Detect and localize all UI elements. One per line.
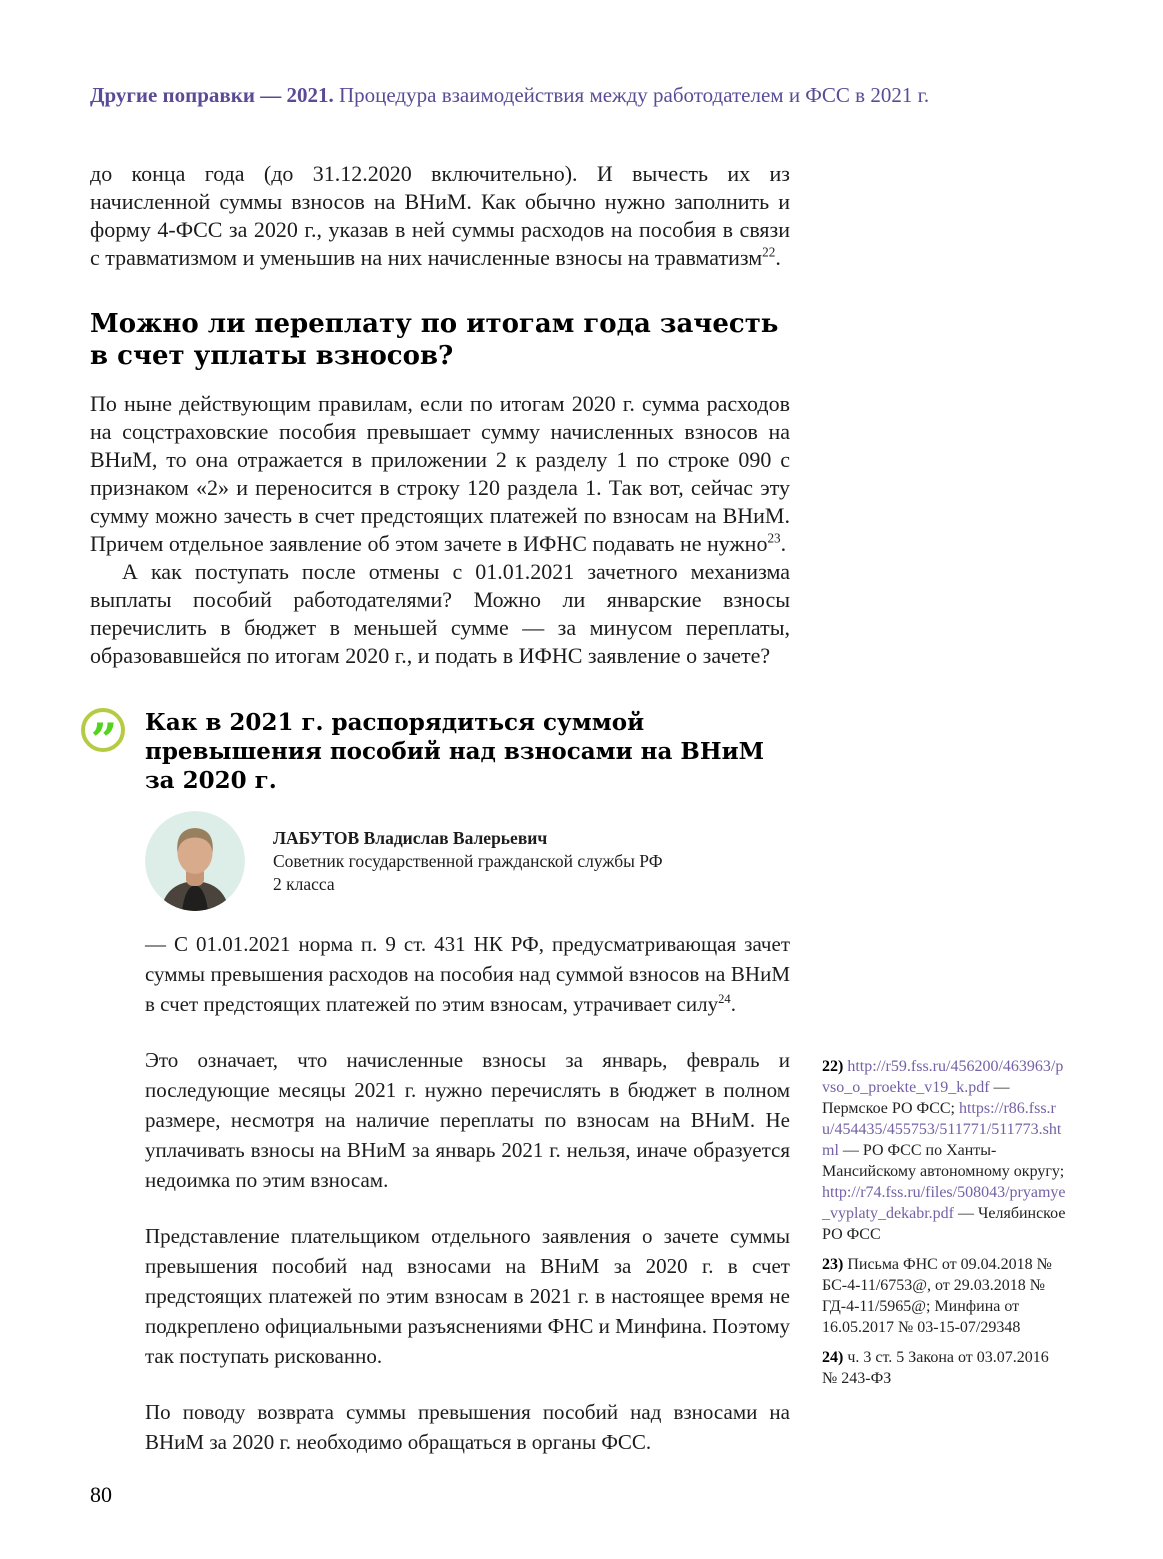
avatar (145, 811, 245, 911)
footnote-link[interactable]: https://r86.fss.ru/454435/455753/511771/511773.shtml (822, 1100, 1062, 1159)
paragraph-text: . (775, 245, 781, 270)
footnote-link[interactable]: http://r74.fss.ru/files/508043/pryamye_vyplaty_dekabr.pdf (822, 1184, 1066, 1222)
expert-quote-block (90, 708, 790, 1457)
footnote-text: — Челябинское РО ФСС (822, 1205, 1066, 1243)
quote-heading: Как в 2021 г. распорядиться суммой превышения пособий над взносами на ВНиМ за 2020 г. (145, 709, 765, 794)
paragraph (90, 390, 790, 558)
page-number: 80 (90, 1482, 112, 1507)
quote-author (145, 811, 790, 911)
paragraph-text: . (780, 531, 787, 556)
quote-paragraph: По поводу возврата суммы превышения пособий над взносами на ВНиМ за 2020 г. необходимо обращаться в органы ФСС. (145, 1400, 790, 1454)
running-header (90, 82, 1070, 108)
footnote-24 (822, 1347, 1066, 1389)
footnote-text: Письма ФНС от 09.04.2018 № БС-4-11/6753@, от 29.03.2018 № ГД-4-11/5965@; Минфина от 16.05.2017 № 03-15-07/29348 (822, 1256, 1052, 1336)
author-title-class: 2 класса (273, 874, 335, 894)
author-name: ЛАБУТОВ Владислав Валерьевич (273, 828, 548, 848)
quote-paragraph (145, 929, 790, 1019)
footnote-text: — РО ФСС по Ханты-Мансийскому автономному округу; (822, 1142, 1065, 1180)
paragraph: А как поступать после отмены с 01.01.2021 зачетного механизма выплаты пособий работодателями? Можно ли январские взносы перечислить в бюджет в меньшей сумме — за минусом переплаты, образовавшейся по итогам 2020 г., и подать в ИФНС заявление о зачете? (90, 559, 790, 668)
main-column (90, 160, 790, 1457)
footnote-text: — Пермское РО ФСС; (822, 1079, 1010, 1117)
footnote-22 (822, 1056, 1066, 1245)
author-meta (273, 827, 663, 896)
footnotes-sidebar (822, 1056, 1066, 1398)
quote-paragraph: Представление плательщиком отдельного заявления о зачете суммы превышения пособий над взносами на ВНиМ за 2020 г. в счет предстоящих платежей по этим взносам в 2021 г. в настоящее время не подкреплено официальными разъяснениями ФНС и Минфина. Поэтому так поступать рискованно. (145, 1224, 790, 1368)
author-title: Советник государственной гражданской службы РФ (273, 851, 663, 871)
footnote-ref-22: 22 (762, 244, 776, 260)
avatar-photo-illustration (145, 811, 245, 911)
quote-icon: ” (81, 708, 125, 752)
running-header-section: Другие поправки — 2021. (90, 83, 334, 107)
quote-text (145, 929, 790, 1457)
paragraph (90, 160, 790, 272)
running-header-title: Процедура взаимодействия между работодателем и ФСС в 2021 г. (333, 83, 930, 107)
footnote-link[interactable]: http://r59.fss.ru/456200/463963/pvso_o_proekte_v19_k.pdf (822, 1058, 1064, 1096)
quote-paragraph: Это означает, что начисленные взносы за январь, февраль и последующие месяцы 2021 г. нужно перечислять в бюджет в полном размере, несмотря на наличие переплаты по взносам на ВНиМ. Не уплачивать взносы на ВНиМ за январь 2021 г. нельзя, иначе образуется недоимка по этим взносам. (145, 1048, 790, 1192)
footnote-label: 23) (822, 1256, 844, 1273)
footnote-23 (822, 1254, 1066, 1338)
quote-paragraph-text: — С 01.01.2021 норма п. 9 ст. 431 НК РФ, предусматривающая зачет суммы превышения расходов на пособия над суммой взносов на ВНиМ в счет предстоящих платежей по этим взносам, утрачивает силу (145, 932, 790, 1016)
paragraph-text: По ныне действующим правилам, если по итогам 2020 г. сумма расходов на соцстраховские пособия превышает сумму начисленных взносов на ВНиМ, то она отражается в приложении 2 к разделу 1 по строке 090 с признаком «2» и переносится в строку 120 раздела 1. Так вот, сейчас эту сумму можно зачесть в счет предстоящих платежей по взносам на ВНиМ. Причем отдельное заявление об этом зачете в ИФНС подавать не нужно (90, 391, 790, 556)
section-heading: Можно ли переплату по итогам года зачесть в счет уплаты взносов? (90, 309, 779, 371)
footnote-label: 22) (822, 1058, 844, 1075)
footnote-ref-24: 24 (718, 992, 731, 1006)
footnote-label: 24) (822, 1349, 844, 1366)
footnote-ref-23: 23 (767, 530, 781, 546)
quote-paragraph-text: . (730, 992, 736, 1016)
footnote-text: ч. 3 ст. 5 Закона от 03.07.2016 № 243-ФЗ (822, 1349, 1049, 1387)
paragraph-text: до конца года (до 31.12.2020 включительно). И вычесть их из начисленной суммы взносов на ВНиМ. Как обычно нужно заполнить и форму 4-ФСС за 2020 г., указав в ней суммы расходов на пособия в связи с травматизмом и уменьшив на них начисленные взносы на травматизм (90, 161, 790, 270)
